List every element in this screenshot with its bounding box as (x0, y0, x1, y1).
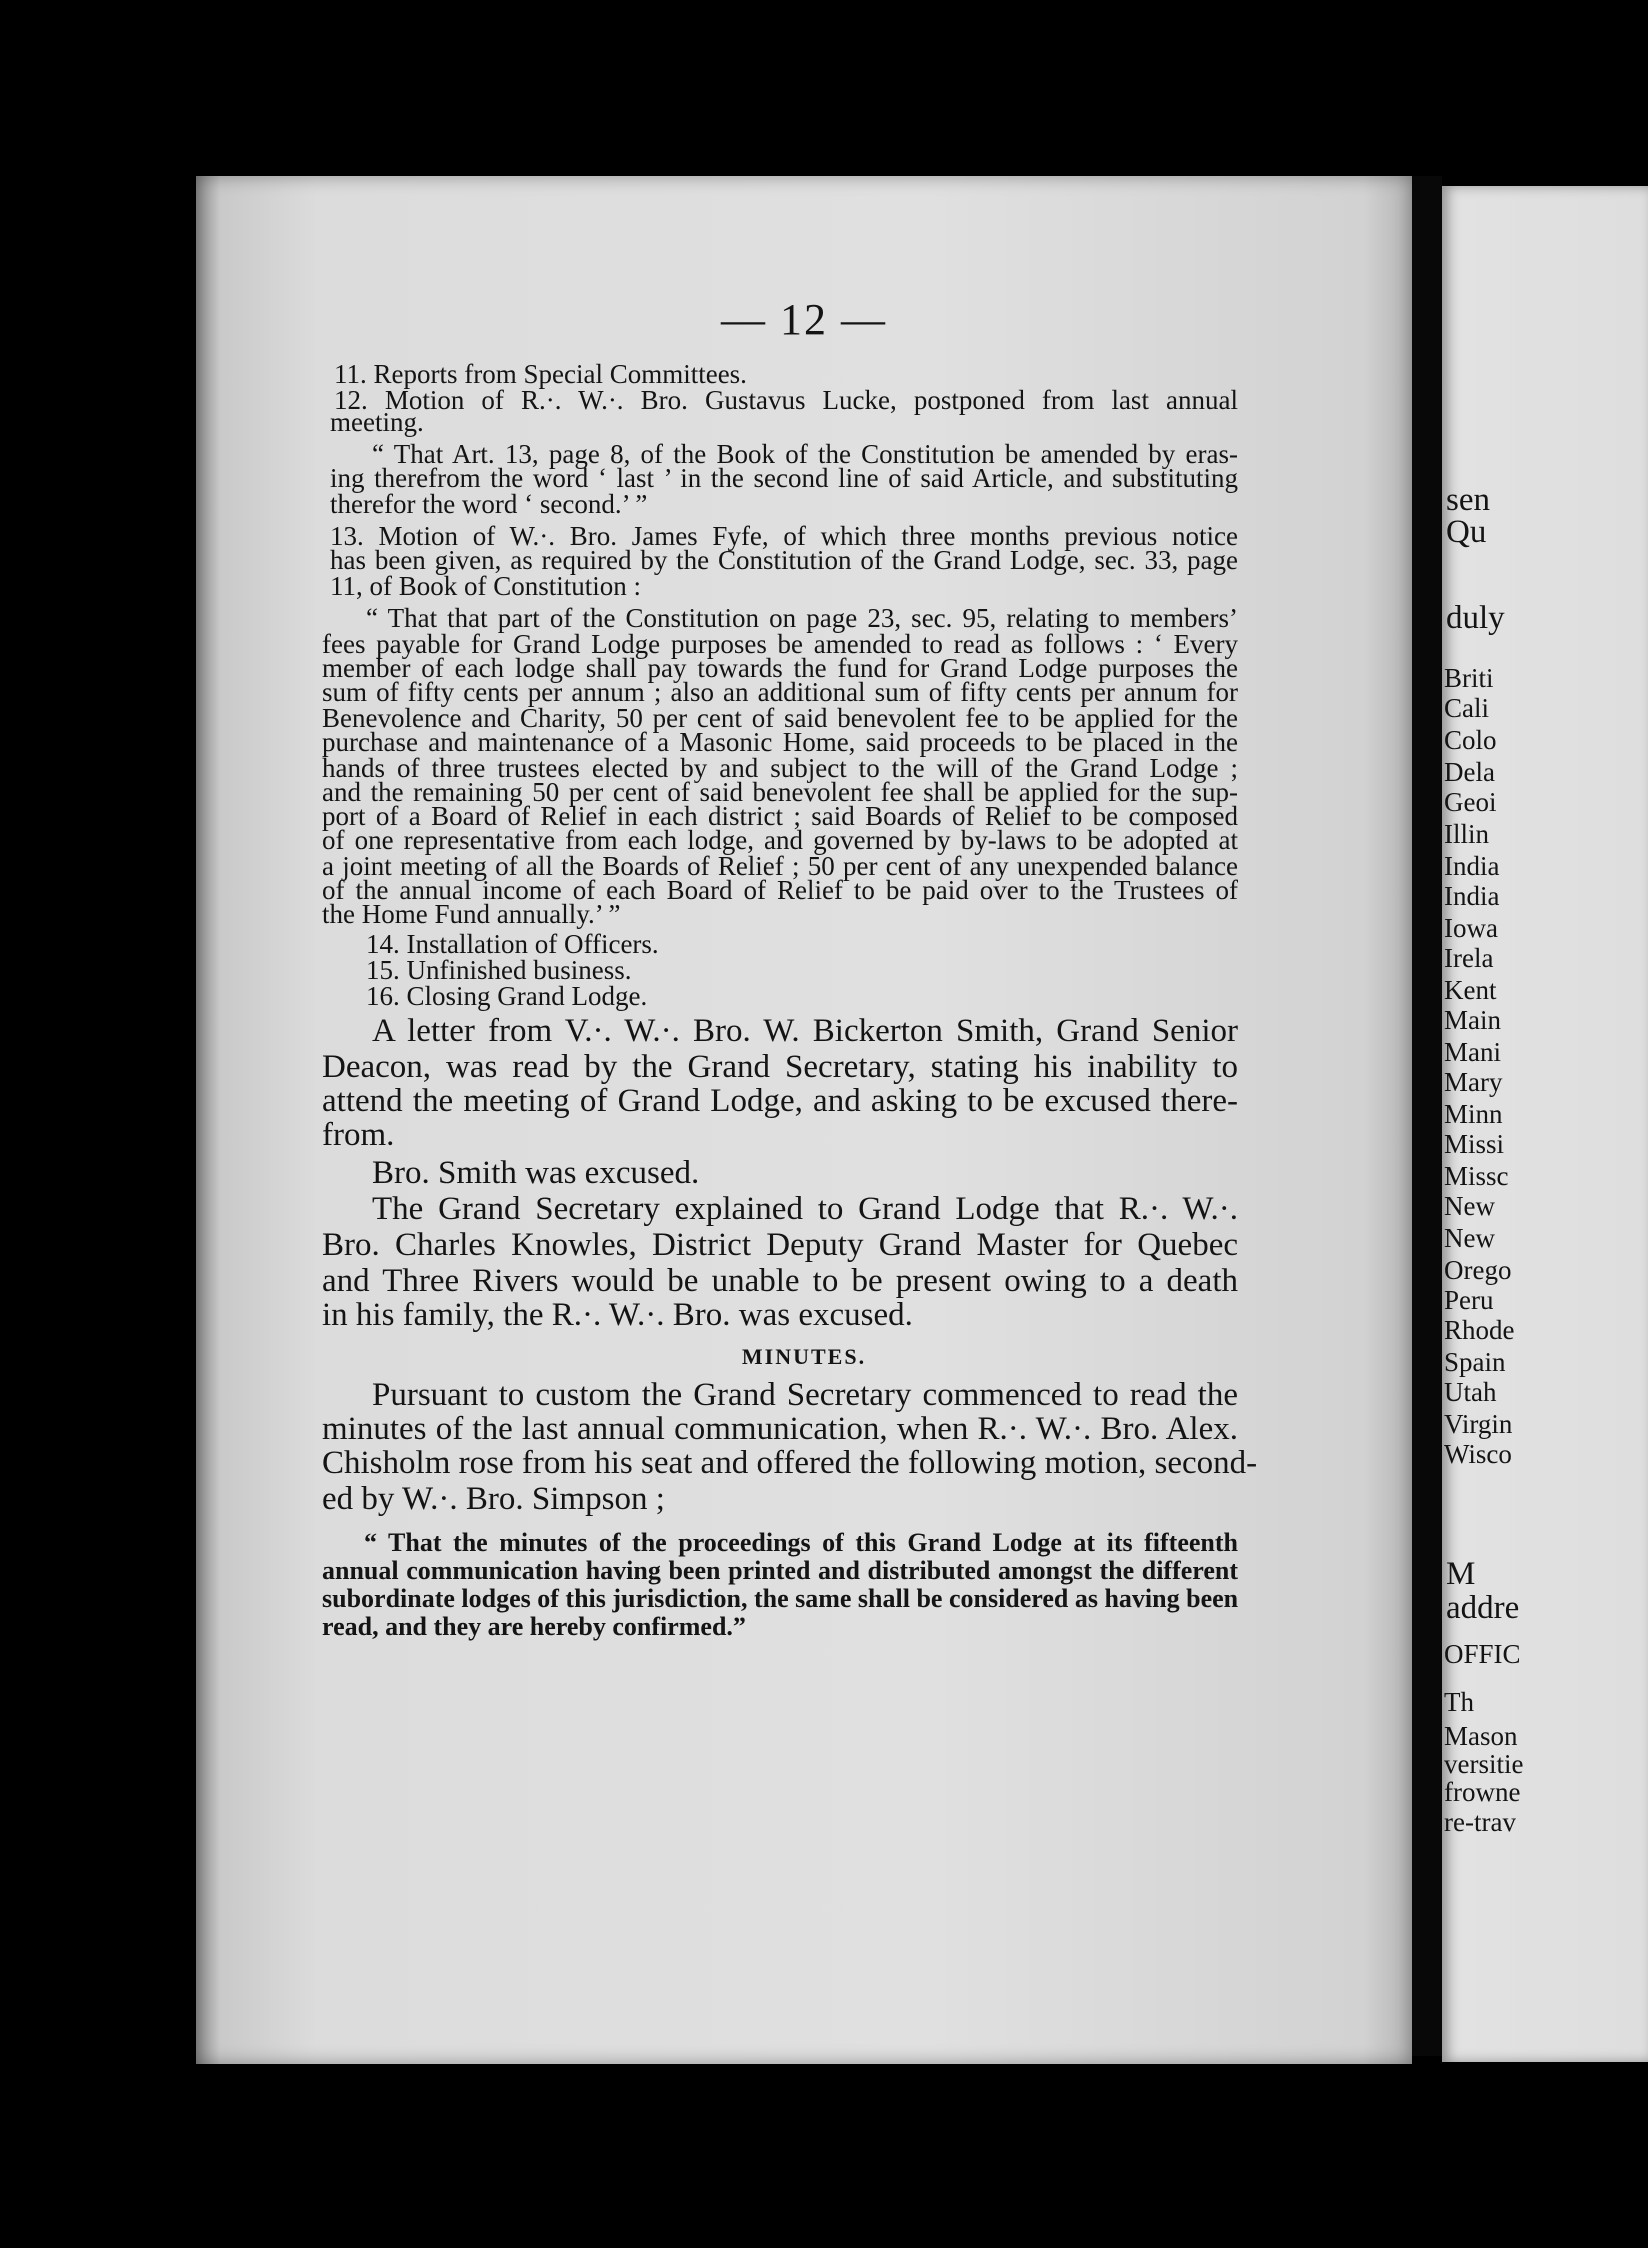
text-fragment: Utah (1444, 1377, 1497, 1407)
text-fragment: Virgin (1444, 1409, 1513, 1439)
text-fragment: Wisco (1444, 1439, 1512, 1469)
text-line: of one representative from each lodge, and governed by by-laws to be adopted at (322, 825, 1238, 855)
text-fragment: Colo (1444, 725, 1497, 755)
left-page (196, 176, 1412, 2064)
text-fragment: India (1444, 851, 1500, 881)
text-line: fees payable for Grand Lodge purposes be amended to read as follows : ‘ Every (322, 629, 1238, 659)
text-fragment: Mary (1444, 1067, 1503, 1097)
text-line: A letter from V.·. W.·. Bro. W. Bickerton Smith, Grand Senior (372, 1013, 1238, 1049)
text-line: Bro. Charles Knowles, District Deputy Grand Master for Quebec (322, 1227, 1238, 1263)
text-fragment: Orego (1444, 1255, 1512, 1285)
text-fragment: versitie (1444, 1749, 1524, 1779)
text-line: 13. Motion of W.·. Bro. James Fyfe, of which three months previous notice (330, 521, 1238, 551)
text-fragment: duly (1446, 600, 1505, 636)
text-line: Pursuant to custom the Grand Secretary commenced to read the (372, 1377, 1238, 1413)
text-fragment: Cali (1444, 693, 1489, 723)
text-line: Deacon, was read by the Grand Secretary, stating his inability to (322, 1049, 1238, 1085)
text-line: read, and they are hereby confirmed.” (322, 1612, 746, 1641)
text-fragment: Peru (1444, 1285, 1494, 1315)
text-line: and the remaining 50 per cent of said benevolent fee shall be applied for the sup- (322, 777, 1238, 807)
text-fragment: re-trav (1444, 1807, 1516, 1837)
text-line: port of a Board of Relief in each district ; said Boards of Relief to be composed (322, 801, 1238, 831)
text-fragment: M (1446, 1556, 1476, 1592)
text-line: meeting. (330, 407, 424, 437)
text-fragment: Rhode (1444, 1315, 1515, 1345)
text-fragment: Minn (1444, 1099, 1503, 1129)
text-line: ed by W.·. Bro. Simpson ; (322, 1481, 665, 1517)
text-fragment: New (1444, 1223, 1495, 1253)
text-line: “ That the minutes of the proceedings of this Grand Lodge at its fifteenth (364, 1528, 1238, 1557)
text-line: Bro. Smith was excused. (372, 1155, 700, 1191)
text-fragment: India (1444, 881, 1500, 911)
text-line: hands of three trustees elected by and subject to the will of the Grand Lodge ; (322, 753, 1238, 783)
text-line: Chisholm rose from his seat and offered the following motion, second- (322, 1445, 1258, 1481)
text-fragment: sen (1446, 482, 1490, 518)
text-fragment: Briti (1444, 663, 1494, 693)
text-line: a joint meeting of all the Boards of Relief ; 50 per cent of any unexpended balance (322, 851, 1238, 881)
page-number: — 12 — (721, 295, 887, 344)
text-line: from. (322, 1117, 395, 1153)
text-line: member of each lodge shall pay towards the fund for Grand Lodge purposes the (322, 653, 1238, 683)
text-line: has been given, as required by the Constitution of the Grand Lodge, sec. 33, page (330, 545, 1238, 575)
text-fragment: Qu (1446, 514, 1487, 550)
section-heading: MINUTES. (741, 1344, 867, 1369)
text-line: 12. Motion of R.·. W.·. Bro. Gustavus Lucke, postponed from last annual (334, 385, 1238, 415)
text-fragment: Dela (1444, 757, 1495, 787)
text-fragment: addre (1446, 1590, 1520, 1626)
text-line: 11, of Book of Constitution : (330, 571, 642, 601)
text-fragment: frowne (1444, 1777, 1521, 1807)
text-fragment: Mani (1444, 1037, 1501, 1067)
text-fragment: Iowa (1444, 913, 1498, 943)
text-line: Benevolence and Charity, 50 per cent of said benevolent fee to be applied for the (322, 703, 1238, 733)
text-fragment: Geoi (1444, 787, 1497, 817)
text-fragment: OFFIC (1444, 1639, 1521, 1669)
text-fragment: Missi (1444, 1129, 1505, 1159)
text-fragment: Mason (1444, 1721, 1518, 1751)
text-line: the Home Fund annually.’ ” (322, 899, 621, 929)
text-line: of the annual income of each Board of Relief to be paid over to the Trustees of (322, 875, 1238, 905)
text-fragment: Missc (1444, 1161, 1509, 1191)
text-line: “ That Art. 13, page 8, of the Book of the Constitution be amended by eras- (372, 439, 1238, 469)
text-line: attend the meeting of Grand Lodge, and asking to be excused there- (322, 1083, 1238, 1119)
text-line: “ That that part of the Constitution on page 23, sec. 95, relating to members’ (366, 603, 1238, 633)
text-line: The Grand Secretary explained to Grand Lodge that R.·. W.·. (372, 1191, 1238, 1227)
text-line: in his family, the R.·. W.·. Bro. was excused. (322, 1297, 913, 1333)
text-line: 14. Installation of Officers. (366, 929, 659, 959)
text-fragment: Spain (1444, 1347, 1506, 1377)
text-fragment: Irela (1444, 943, 1494, 973)
text-line: 16. Closing Grand Lodge. (366, 981, 648, 1011)
text-line: purchase and maintenance of a Masonic Home, said proceeds to be placed in the (322, 727, 1238, 757)
text-line: sum of fifty cents per annum ; also an additional sum of fifty cents per annum for (322, 677, 1238, 707)
text-fragment: Kent (1444, 975, 1497, 1005)
text-fragment: Illin (1444, 819, 1489, 849)
text-line: therefor the word ‘ second.’ ” (330, 489, 648, 519)
right-page-fragment (1442, 186, 1648, 2062)
text-line: annual communication having been printed and distributed amongst the different (322, 1556, 1238, 1585)
text-fragment: Main (1444, 1005, 1501, 1035)
text-fragment: New (1444, 1191, 1495, 1221)
text-line: minutes of the last annual communication, when R.·. W.·. Bro. Alex. (322, 1411, 1238, 1447)
text-line: and Three Rivers would be unable to be present owing to a death (322, 1263, 1238, 1299)
text-line: subordinate lodges of this jurisdiction, the same shall be considered as having been (322, 1584, 1239, 1613)
text-line: ing therefrom the word ‘ last ’ in the second line of said Article, and substituting (330, 463, 1238, 493)
text-line: 15. Unfinished business. (366, 955, 632, 985)
book-gutter (1412, 176, 1442, 2056)
text-line: 11. Reports from Special Committees. (334, 359, 747, 389)
text-fragment: Th (1444, 1687, 1474, 1717)
